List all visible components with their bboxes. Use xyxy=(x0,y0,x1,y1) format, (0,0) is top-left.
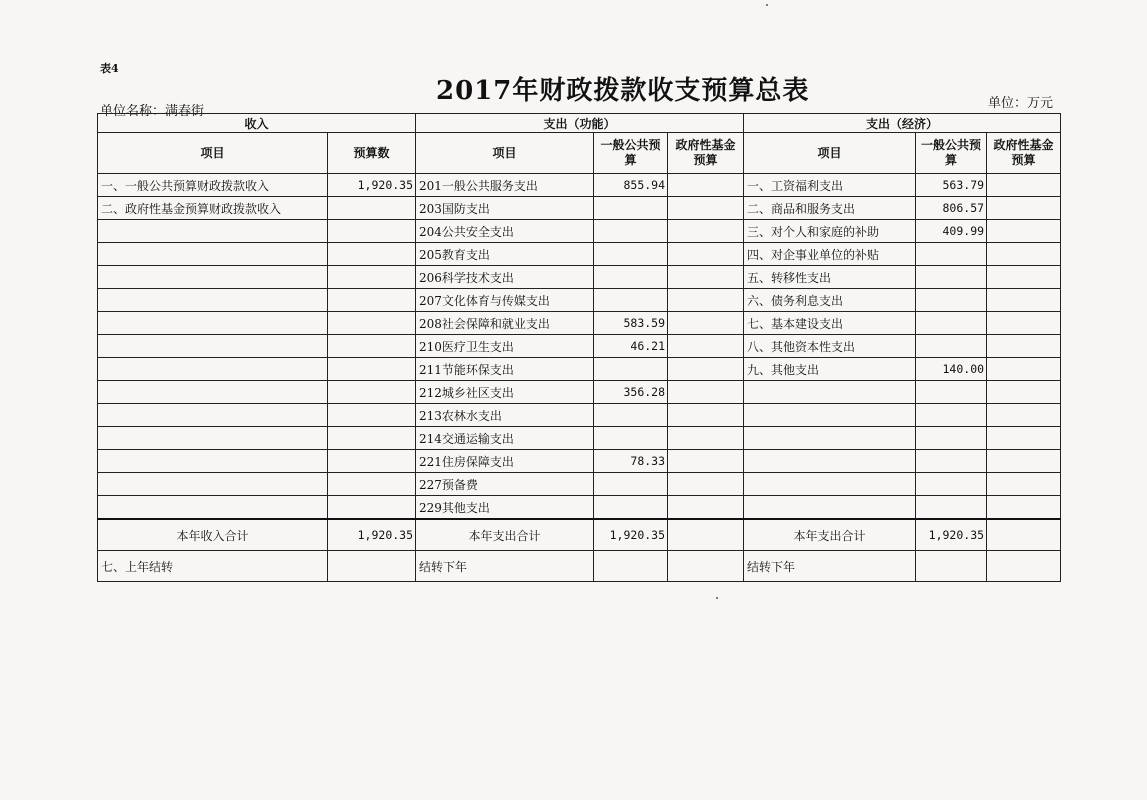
table-row xyxy=(98,404,1061,427)
economic-item-cell: 一、工资福利支出 xyxy=(744,174,916,197)
function-fund-header: 政府性基金预算 xyxy=(668,133,744,174)
unit-label: 单位：万元 xyxy=(988,96,1054,111)
function-general-cell xyxy=(594,266,668,289)
table-row xyxy=(98,220,1061,243)
function-general-cell xyxy=(594,496,668,520)
income-item-cell: 一、一般公共预算财政拨款收入 xyxy=(98,174,328,197)
function-fund-cell xyxy=(668,427,744,450)
economic-carry-fund xyxy=(987,551,1061,582)
income-budget-cell xyxy=(328,335,416,358)
function-fund-cell xyxy=(668,243,744,266)
function-fund-cell xyxy=(668,197,744,220)
unit-name: 单位名称：满春街 xyxy=(100,104,205,119)
table-row xyxy=(98,335,1061,358)
table-row xyxy=(98,289,1061,312)
function-fund-cell xyxy=(668,174,744,197)
economic-general-cell xyxy=(916,312,987,335)
function-general-cell: 583.59 xyxy=(594,312,668,335)
income-item-cell xyxy=(98,450,328,473)
function-general-cell xyxy=(594,197,668,220)
function-item-cell: 212城乡社区支出 xyxy=(416,381,594,404)
table-row xyxy=(98,197,1061,220)
economic-fund-cell xyxy=(987,174,1061,197)
function-fund-cell xyxy=(668,473,744,496)
function-fund-cell xyxy=(668,312,744,335)
function-general-cell: 46.21 xyxy=(594,335,668,358)
economic-general-header: 一般公共预算 xyxy=(916,133,987,174)
table-row xyxy=(98,427,1061,450)
table-row xyxy=(98,266,1061,289)
function-item-header: 项目 xyxy=(416,133,594,174)
function-expense-header: 支出（功能） xyxy=(416,114,744,133)
income-budget-cell xyxy=(328,496,416,520)
totals-row xyxy=(98,519,1061,551)
economic-fund-cell xyxy=(987,404,1061,427)
income-budget-cell xyxy=(328,427,416,450)
income-item-cell xyxy=(98,220,328,243)
economic-fund-cell xyxy=(987,197,1061,220)
function-item-cell: 229其他支出 xyxy=(416,496,594,520)
table-row xyxy=(98,496,1061,520)
table-row xyxy=(98,174,1061,197)
economic-general-cell xyxy=(916,381,987,404)
income-item-cell xyxy=(98,496,328,520)
economic-item-cell xyxy=(744,427,916,450)
income-item-cell xyxy=(98,381,328,404)
income-item-cell xyxy=(98,312,328,335)
function-general-cell xyxy=(594,473,668,496)
function-fund-cell xyxy=(668,358,744,381)
budget-table xyxy=(97,113,1061,582)
function-fund-cell xyxy=(668,266,744,289)
economic-fund-cell xyxy=(987,289,1061,312)
function-item-cell: 227预备费 xyxy=(416,473,594,496)
economic-general-cell: 409.99 xyxy=(916,220,987,243)
economic-fund-cell xyxy=(987,496,1061,520)
economic-fund-cell xyxy=(987,427,1061,450)
income-budget-cell xyxy=(328,404,416,427)
economic-item-cell xyxy=(744,381,916,404)
function-general-cell xyxy=(594,220,668,243)
function-fund-cell xyxy=(668,335,744,358)
function-item-cell: 211节能环保支出 xyxy=(416,358,594,381)
function-item-cell: 205教育支出 xyxy=(416,243,594,266)
economic-general-cell xyxy=(916,335,987,358)
economic-fund-cell xyxy=(987,381,1061,404)
income-budget-cell xyxy=(328,473,416,496)
income-budget-cell: 1,920.35 xyxy=(328,174,416,197)
economic-fund-cell xyxy=(987,266,1061,289)
income-total-label: 本年收入合计 xyxy=(98,519,328,551)
income-item-cell xyxy=(98,473,328,496)
economic-total-fund xyxy=(987,519,1061,551)
income-item-cell xyxy=(98,289,328,312)
income-budget-cell xyxy=(328,220,416,243)
function-general-cell xyxy=(594,289,668,312)
economic-fund-cell xyxy=(987,243,1061,266)
function-item-cell: 203国防支出 xyxy=(416,197,594,220)
economic-item-cell xyxy=(744,404,916,427)
economic-general-cell xyxy=(916,266,987,289)
economic-carry-label: 结转下年 xyxy=(744,551,916,582)
function-fund-cell xyxy=(668,404,744,427)
economic-general-cell xyxy=(916,496,987,520)
income-carry-label: 七、上年结转 xyxy=(98,551,328,582)
income-budget-cell xyxy=(328,197,416,220)
table-row xyxy=(98,473,1061,496)
function-item-cell: 221住房保障支出 xyxy=(416,450,594,473)
economic-general-cell xyxy=(916,473,987,496)
economic-general-cell xyxy=(916,427,987,450)
economic-item-cell: 三、对个人和家庭的补助 xyxy=(744,220,916,243)
table-row xyxy=(98,243,1061,266)
economic-general-cell xyxy=(916,450,987,473)
page-title: 2017年财政拨款收支预算总表 xyxy=(436,76,810,106)
economic-item-cell: 七、基本建设支出 xyxy=(744,312,916,335)
economic-fund-header: 政府性基金预算 xyxy=(987,133,1061,174)
economic-item-cell: 六、债务利息支出 xyxy=(744,289,916,312)
economic-fund-cell xyxy=(987,335,1061,358)
economic-general-cell xyxy=(916,404,987,427)
function-general-header: 一般公共预算 xyxy=(594,133,668,174)
function-item-cell: 213农林水支出 xyxy=(416,404,594,427)
income-header: 收入 xyxy=(98,114,416,133)
function-item-cell: 214交通运输支出 xyxy=(416,427,594,450)
economic-general-cell xyxy=(916,289,987,312)
function-item-cell: 204公共安全支出 xyxy=(416,220,594,243)
function-carry-fund xyxy=(668,551,744,582)
scan-speck xyxy=(716,597,718,599)
income-budget-cell xyxy=(328,358,416,381)
economic-item-cell: 四、对企事业单位的补贴 xyxy=(744,243,916,266)
income-carry-value xyxy=(328,551,416,582)
function-fund-cell xyxy=(668,381,744,404)
function-item-cell: 210医疗卫生支出 xyxy=(416,335,594,358)
economic-item-header: 项目 xyxy=(744,133,916,174)
income-item-cell xyxy=(98,243,328,266)
income-item-cell: 二、政府性基金预算财政拨款收入 xyxy=(98,197,328,220)
economic-total-label: 本年支出合计 xyxy=(744,519,916,551)
function-general-cell xyxy=(594,243,668,266)
table-row xyxy=(98,358,1061,381)
economic-general-cell: 806.57 xyxy=(916,197,987,220)
economic-item-cell xyxy=(744,473,916,496)
function-total-value: 1,920.35 xyxy=(594,519,668,551)
economic-total-value: 1,920.35 xyxy=(916,519,987,551)
economic-item-cell xyxy=(744,450,916,473)
carry-row xyxy=(98,551,1061,582)
economic-fund-cell xyxy=(987,220,1061,243)
function-general-cell xyxy=(594,404,668,427)
economic-fund-cell xyxy=(987,473,1061,496)
income-budget-cell xyxy=(328,266,416,289)
scan-speck xyxy=(766,4,768,6)
income-budget-cell xyxy=(328,381,416,404)
header-row-columns xyxy=(98,133,1061,174)
income-item-cell xyxy=(98,427,328,450)
income-budget-cell xyxy=(328,450,416,473)
function-total-fund xyxy=(668,519,744,551)
function-fund-cell xyxy=(668,450,744,473)
function-carry-label: 结转下年 xyxy=(416,551,594,582)
economic-carry-general xyxy=(916,551,987,582)
function-general-cell xyxy=(594,358,668,381)
function-item-cell: 208社会保障和就业支出 xyxy=(416,312,594,335)
function-item-cell: 206科学技术支出 xyxy=(416,266,594,289)
income-item-cell xyxy=(98,404,328,427)
economic-fund-cell xyxy=(987,358,1061,381)
income-budget-cell xyxy=(328,289,416,312)
function-fund-cell xyxy=(668,496,744,520)
income-budget-cell xyxy=(328,243,416,266)
economic-fund-cell xyxy=(987,450,1061,473)
table-row xyxy=(98,381,1061,404)
economic-general-cell xyxy=(916,243,987,266)
economic-item-cell: 九、其他支出 xyxy=(744,358,916,381)
economic-item-cell xyxy=(744,496,916,520)
economic-general-cell: 140.00 xyxy=(916,358,987,381)
economic-expense-header: 支出（经济） xyxy=(744,114,1061,133)
income-item-cell xyxy=(98,335,328,358)
income-item-cell xyxy=(98,358,328,381)
function-item-cell: 207文化体育与传媒支出 xyxy=(416,289,594,312)
function-total-label: 本年支出合计 xyxy=(416,519,594,551)
function-fund-cell xyxy=(668,289,744,312)
income-budget-cell xyxy=(328,312,416,335)
income-total-value: 1,920.35 xyxy=(328,519,416,551)
economic-fund-cell xyxy=(987,312,1061,335)
header-row-groups xyxy=(98,114,1061,133)
function-carry-general xyxy=(594,551,668,582)
income-item-cell xyxy=(98,266,328,289)
function-general-cell: 356.28 xyxy=(594,381,668,404)
function-general-cell: 78.33 xyxy=(594,450,668,473)
function-general-cell xyxy=(594,427,668,450)
table-row xyxy=(98,450,1061,473)
table-number: 表4 xyxy=(100,62,119,75)
function-item-cell: 201一般公共服务支出 xyxy=(416,174,594,197)
table-row xyxy=(98,312,1061,335)
income-item-header: 项目 xyxy=(98,133,328,174)
function-general-cell: 855.94 xyxy=(594,174,668,197)
economic-item-cell: 八、其他资本性支出 xyxy=(744,335,916,358)
income-budget-header: 预算数 xyxy=(328,133,416,174)
economic-item-cell: 二、商品和服务支出 xyxy=(744,197,916,220)
function-fund-cell xyxy=(668,220,744,243)
economic-general-cell: 563.79 xyxy=(916,174,987,197)
economic-item-cell: 五、转移性支出 xyxy=(744,266,916,289)
